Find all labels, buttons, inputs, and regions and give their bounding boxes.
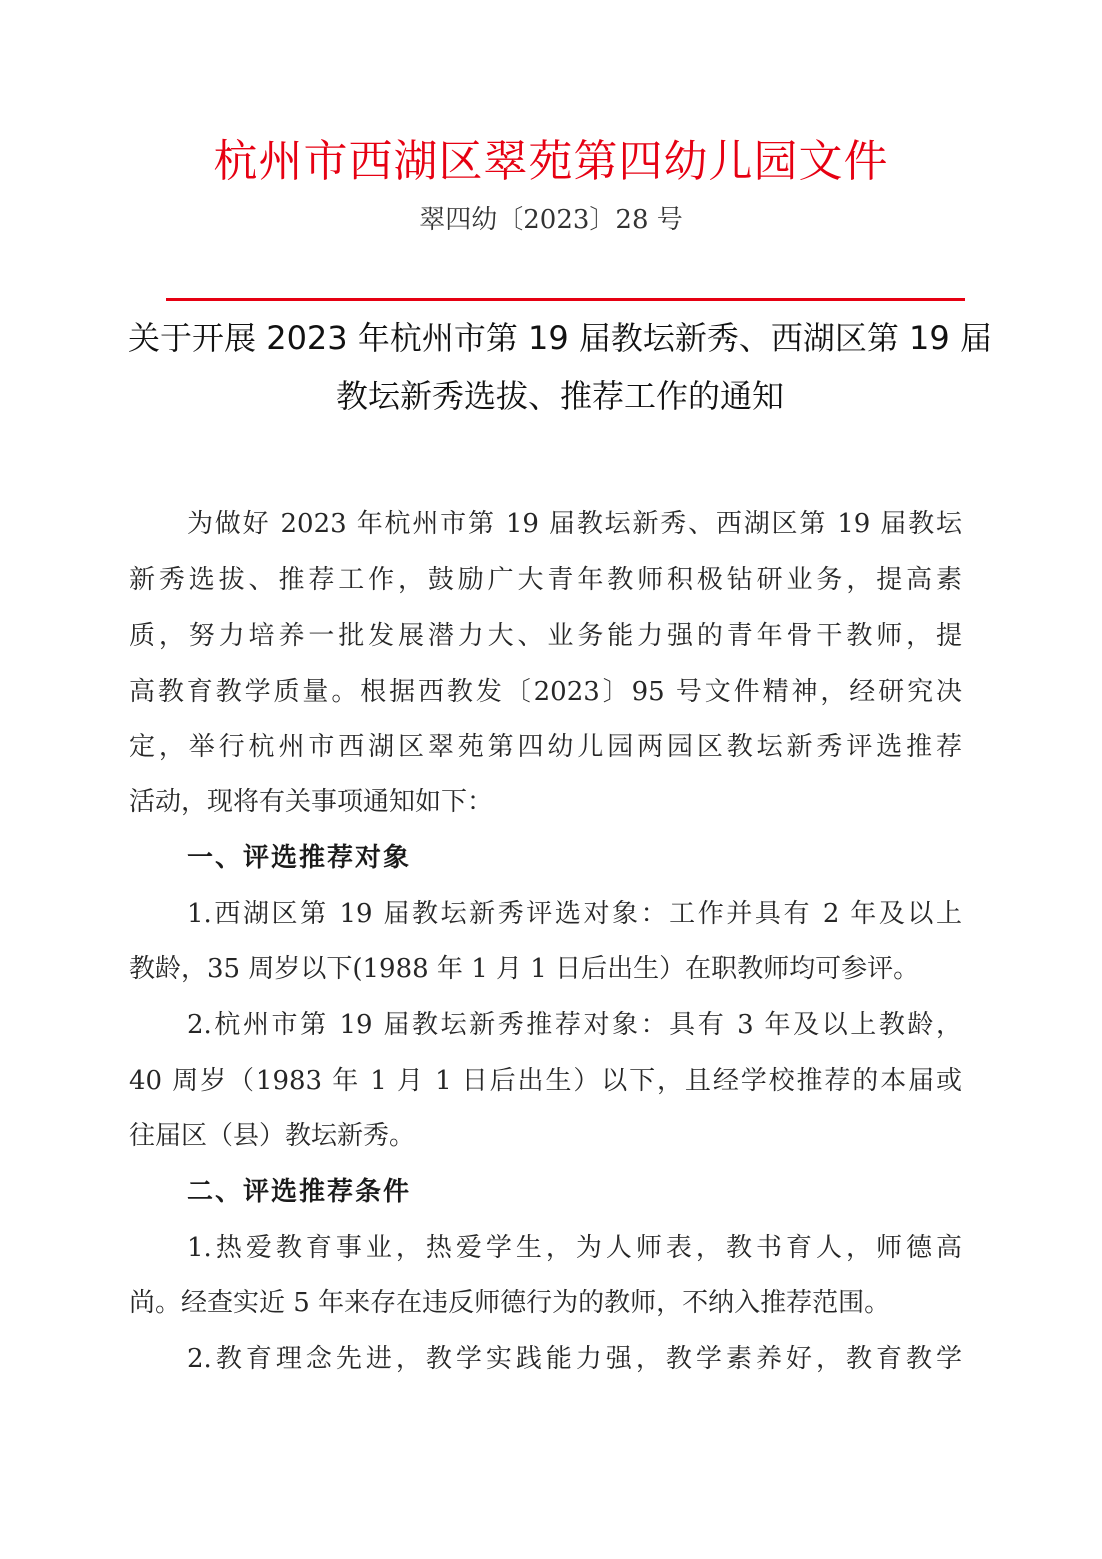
notice-title-line-2: 教坛新秀选拔、推荐工作的通知	[335, 377, 784, 415]
section2-item2-line-1: 2.教育理念先进，教学实践能力强，教学素养好，教育教学	[187, 1344, 962, 1374]
section1-item1-line-1: 1.西湖区第 19 届教坛新秀评选对象：工作并具有 2 年及以上	[187, 899, 962, 929]
section2-item1-line-2: 尚。经查实近 5 年来存在违反师德行为的教师，不纳入推荐范围。	[129, 1288, 891, 1318]
intro-line-2: 新秀选拔、推荐工作，鼓励广大青年教师积极钻研业务，提高素	[129, 565, 962, 595]
intro-line-3: 质，努力培养一批发展潜力大、业务能力强的青年骨干教师，提	[129, 621, 962, 651]
section2-item1-line-1: 1.热爱教育事业，热爱学生，为人师表，教书育人，师德高	[187, 1233, 962, 1263]
section1-item2-line-3: 往届区（县）教坛新秀。	[129, 1121, 416, 1151]
document-number: 翠四幼〔2023〕28 号	[419, 205, 683, 235]
red-divider-rule	[166, 298, 965, 301]
section-heading-targets: 一、评选推荐对象	[187, 843, 412, 873]
section1-item2-line-1: 2.杭州市第 19 届教坛新秀推荐对象：具有 3 年及以上教龄，	[187, 1010, 962, 1040]
intro-line-4: 高教育教学质量。根据西教发〔2023〕95 号文件精神，经研究决	[129, 677, 962, 707]
intro-line-6: 活动，现将有关事项通知如下：	[129, 787, 494, 817]
document-org-title: 杭州市西湖区翠苑第四幼儿园文件	[213, 136, 889, 187]
section1-item2-line-2: 40 周岁（1983 年 1 月 1 日后出生）以下，且经学校推荐的本届或	[129, 1066, 962, 1096]
notice-title-line-1: 关于开展 2023 年杭州市第 19 届教坛新秀、西湖区第 19 届	[128, 319, 992, 357]
section1-item1-line-2: 教龄，35 周岁以下(1988 年 1 月 1 日后出生）在职教师均可参评。	[129, 954, 920, 984]
intro-line-1: 为做好 2023 年杭州市第 19 届教坛新秀、西湖区第 19 届教坛	[187, 509, 962, 539]
section-heading-conditions: 二、评选推荐条件	[187, 1177, 412, 1207]
intro-line-5: 定，举行杭州市西湖区翠苑第四幼儿园两园区教坛新秀评选推荐	[129, 732, 962, 762]
